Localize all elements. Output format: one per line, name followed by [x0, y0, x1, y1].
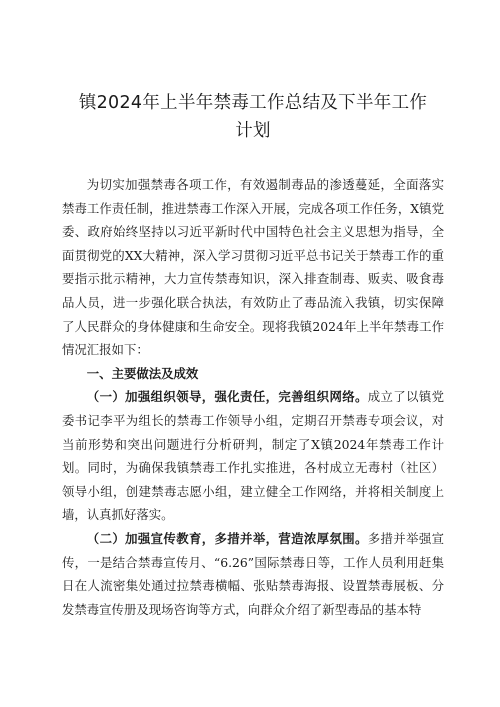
item-2-heading: （二）加强宣传教育，多措并举，营造浓厚氛围。: [86, 530, 368, 546]
item-1-heading: （一）加强组织领导，强化责任，完善组织网络。: [86, 389, 368, 405]
document-body: [62, 173, 444, 621]
item-2-paragraph: [62, 527, 444, 621]
section-heading-main-practices: 一、主要做法及成效: [86, 365, 199, 381]
intro-paragraph: 为切实加强禁毒各项工作，有效遏制毒品的渗透蔓延，全面落实禁毒工作责任制，推进禁毒工作深入开展，完成各项工作任务，X镇党委、政府始终坚持以习近平新时代中国特色社会主义思想为指导，全面贯彻党的XX大精神，深入学习贯彻习近平总书记关于禁毒工作的重要指示批示精神，大力宣传禁毒知识，深入排查制毒、贩卖、吸食毒品人员，进一步强化联合执法，有效防止了毒品流入我镇，切实保障了人民群众的身体健康和生命安全。现将我镇2024年上半年禁毒工作情况汇报如下：: [62, 177, 444, 358]
item-1-paragraph: [62, 385, 444, 527]
item-2-text: 多措并举强宣传，一是结合禁毒宣传月、“6.26”国际禁毒日等，工作人员利用赶集日在人流密集处通过拉禁毒横幅、张贴禁毒海报、设置禁毒展板、分发禁毒宣传册及现场咨询等方式，向群众介绍了新型毒品的基本特: [62, 530, 445, 617]
title-line-1: 镇2024年上半年禁毒工作总结及下半年工作: [78, 93, 428, 113]
item-1-text: 成立了以镇党委书记李平为组长的禁毒工作领导小组，定期召开禁毒专项会议，对当前形势和突出问题进行分析研判，制定了X镇2024年禁毒工作计划。同时，为确保我镇禁毒工作扎实推进，各村成立无毒村（社区）领导小组，创建禁毒志愿小组，建立健全工作网络，并将相关制度上墙，认真抓好落实。: [62, 389, 445, 523]
title-line-2: 计划: [235, 121, 271, 141]
document-title: [62, 89, 444, 145]
